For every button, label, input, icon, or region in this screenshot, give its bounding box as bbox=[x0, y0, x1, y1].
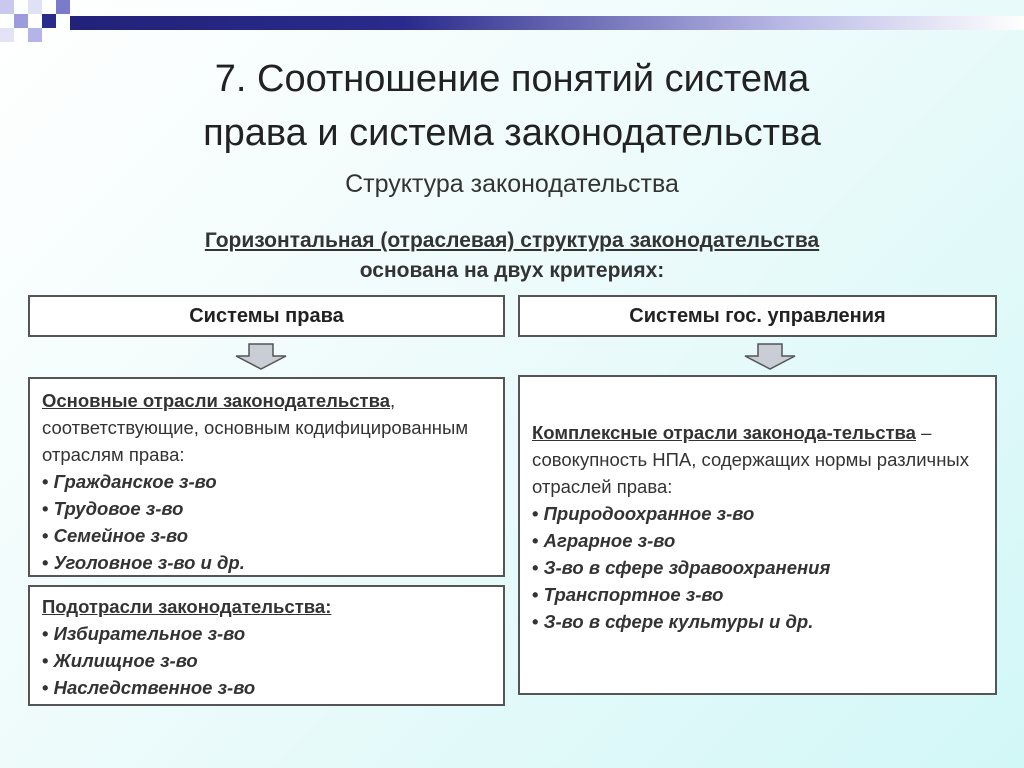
section-heading bbox=[0, 226, 1024, 286]
sub-branches-lead: Подотрасли законодательства: bbox=[42, 596, 332, 617]
slide-title-line1: 7. Соотношение понятий система bbox=[214, 58, 810, 100]
down-arrow-icon bbox=[235, 343, 287, 370]
list-item: • Избирательное з-во bbox=[42, 620, 493, 647]
complex-branches-list bbox=[532, 500, 985, 635]
section-heading-line2: основана на двух критериях: bbox=[359, 259, 665, 282]
list-item: • Семейное з-во bbox=[42, 522, 493, 549]
sub-branches-list bbox=[42, 620, 493, 701]
main-branches-list bbox=[42, 468, 493, 576]
complex-branches-description: – совокупность НПА, содержащих нормы различных отраслей права: bbox=[532, 422, 969, 497]
main-branches-lead: Основные отрасли законодательства bbox=[42, 390, 391, 411]
list-item: • Гражданское з-во bbox=[42, 468, 493, 495]
list-item: • Трудовое з-во bbox=[42, 495, 493, 522]
decor-square bbox=[28, 0, 42, 14]
list-item: • З-во в сфере здравоохранения bbox=[532, 554, 985, 581]
decor-header-bar bbox=[70, 16, 1024, 30]
criterion-law-systems: Системы права bbox=[28, 295, 505, 337]
slide-subtitle: Структура законодательства bbox=[345, 170, 679, 198]
main-branches-content bbox=[30, 379, 503, 576]
complex-branches-box bbox=[518, 375, 997, 695]
list-item: • Транспортное з-во bbox=[532, 581, 985, 608]
complex-branches-intro bbox=[532, 419, 985, 500]
decor-square bbox=[28, 28, 42, 42]
list-item: • Уголовное з-во и др. bbox=[42, 549, 493, 576]
main-branches-comma: , bbox=[390, 390, 396, 411]
main-branches-intro bbox=[42, 387, 493, 468]
criterion-governance-systems: Системы гос. управления bbox=[518, 295, 997, 337]
list-item: • З-во в сфере культуры и др. bbox=[532, 608, 985, 635]
list-item: • Жилищное з-во bbox=[42, 647, 493, 674]
complex-branches-lead: Комплексные отрасли законода-тельства bbox=[532, 422, 916, 443]
section-heading-line1: Горизонтальная (отраслевая) структура законодательства bbox=[204, 229, 820, 252]
main-branches-box bbox=[28, 377, 505, 577]
list-item: • Природоохранное з-во bbox=[532, 500, 985, 527]
down-arrow-icon bbox=[744, 343, 796, 370]
sub-branches-content bbox=[30, 587, 503, 701]
list-item: • Аграрное з-во bbox=[532, 527, 985, 554]
decor-square bbox=[42, 14, 56, 28]
decor-square bbox=[0, 28, 14, 42]
decor-square bbox=[14, 14, 28, 28]
sub-branches-box bbox=[28, 585, 505, 706]
decor-square bbox=[56, 0, 70, 14]
slide-title-line2: права и система законодательства bbox=[203, 112, 821, 154]
list-item: • Наследственное з-во bbox=[42, 674, 493, 701]
slide-title bbox=[0, 52, 1024, 160]
decor-square bbox=[0, 0, 14, 14]
main-branches-description: соответствующие, основным кодифицированным отраслям права: bbox=[42, 417, 469, 465]
complex-branches-content bbox=[520, 377, 995, 635]
